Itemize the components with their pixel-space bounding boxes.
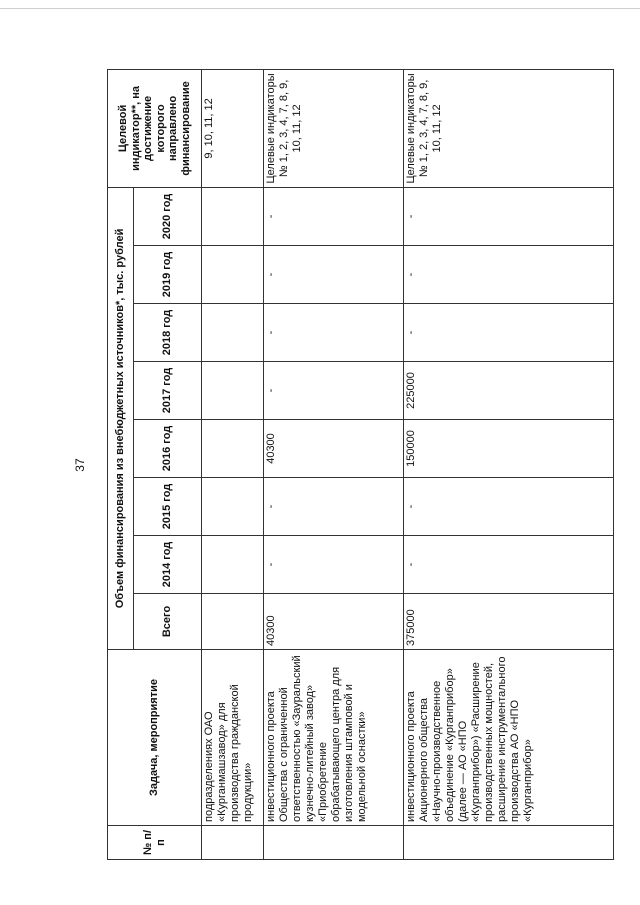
row-task: инвестиционного проекта Акционерного общества «Научно-производственное объединение «Курганприбор» (далее — АО «НПО «Курганприбор») «Расширение производственных мощностей, расширение инструментального производства АО «НПО «Курганприбор» <box>404 650 614 826</box>
row-year-value: - <box>404 536 614 594</box>
header-task: Задача, мероприятие <box>108 650 202 826</box>
row-year-value <box>202 362 264 420</box>
row-year-value <box>202 536 264 594</box>
header-year: 2014 год <box>134 536 202 594</box>
header-row-1 <box>108 69 134 859</box>
row-year-value: - <box>264 362 404 420</box>
row-indicator: 9, 10, 11, 12 <box>202 69 264 187</box>
header-indicator: Целевой индикатор**, на достижение которого направлено финансирование <box>108 69 202 187</box>
row-year-value: 225000 <box>404 362 614 420</box>
row-no <box>404 826 614 860</box>
rotated-sheet <box>107 70 613 860</box>
row-year-value: - <box>404 304 614 362</box>
financing-table <box>107 69 614 860</box>
row-year-value: - <box>404 478 614 536</box>
row-no <box>264 826 404 860</box>
row-year-value <box>202 304 264 362</box>
row-year-value: 40300 <box>264 420 404 478</box>
row-indicator: Целевые индикаторы № 1, 2, 3, 4, 7, 8, 9, 10, 11, 12 <box>404 69 614 187</box>
header-year: 2017 год <box>134 362 202 420</box>
row-year-value: 150000 <box>404 420 614 478</box>
row-year-value <box>202 420 264 478</box>
header-year: 2016 год <box>134 420 202 478</box>
row-year-value: - <box>264 187 404 245</box>
row-year-value: - <box>404 187 614 245</box>
row-year-value: - <box>264 304 404 362</box>
row-total: 375000 <box>404 594 614 650</box>
row-task: подразделениях ОАО «Курганмашзавод» для производства гражданской продукции» <box>202 650 264 826</box>
table-row <box>202 69 264 859</box>
header-year: 2019 год <box>134 246 202 304</box>
row-total: 40300 <box>264 594 404 650</box>
header-year: 2015 год <box>134 478 202 536</box>
row-year-value: - <box>264 478 404 536</box>
page-number: 37 <box>73 458 87 472</box>
header-total: Всего <box>134 594 202 650</box>
row-task: инвестиционного проекта Общества с ограниченной ответственностью «Зауральский кузнечно-литейный завод» «Приобретение обрабатывающего центра для изготовления штамповой и модельной оснастки» <box>264 650 404 826</box>
scan-top-line <box>0 8 640 9</box>
table-row <box>264 69 404 859</box>
header-year: 2018 год <box>134 304 202 362</box>
row-no <box>202 826 264 860</box>
row-total <box>202 594 264 650</box>
row-year-value: - <box>404 246 614 304</box>
row-year-value <box>202 478 264 536</box>
table-row <box>404 69 614 859</box>
row-year-value: - <box>264 536 404 594</box>
row-indicator: Целевые индикаторы № 1, 2, 3, 4, 7, 8, 9, 10, 11, 12 <box>264 69 404 187</box>
row-year-value <box>202 187 264 245</box>
row-year-value: - <box>264 246 404 304</box>
header-volume: Объем финансирования из внебюджетных источников*, тыс. рублей <box>108 187 134 649</box>
header-year: 2020 год <box>134 187 202 245</box>
header-no: № п/п <box>108 826 202 860</box>
row-year-value <box>202 246 264 304</box>
